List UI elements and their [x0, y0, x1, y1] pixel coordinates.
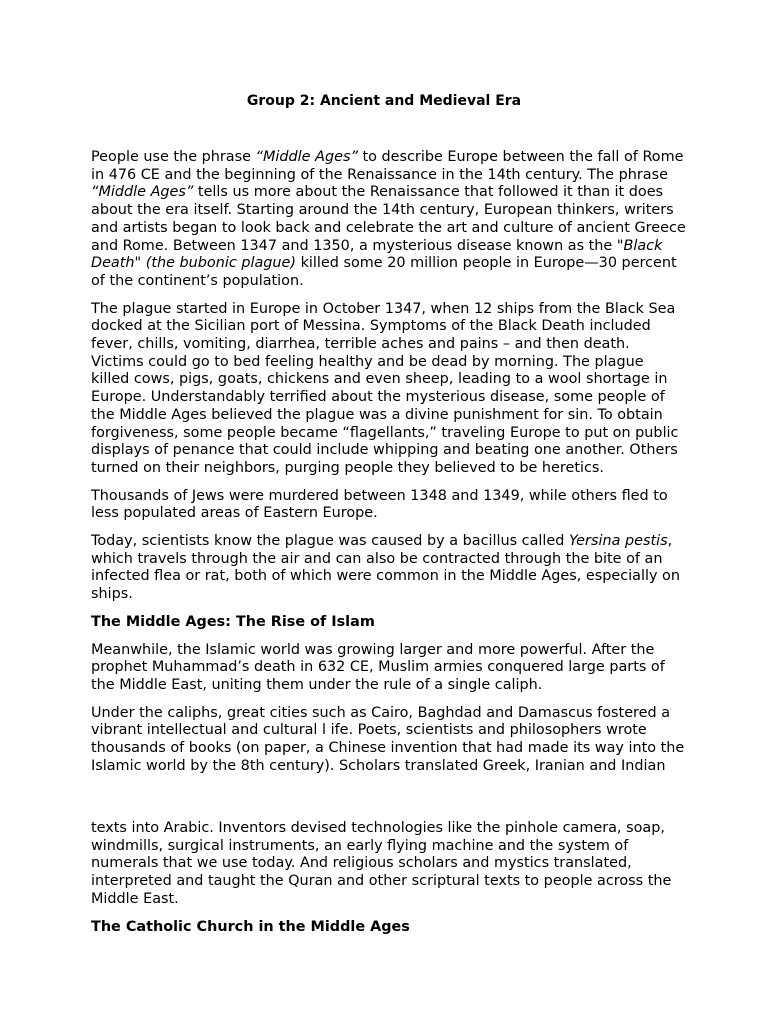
text-run: People use the phrase: [91, 149, 256, 165]
text-run: killed some 20 million people in Europe—30 percent of the continent’s population.: [91, 255, 677, 289]
paragraph-islamic-world: Meanwhile, the Islamic world was growing larger and more powerful. After the prophet Muhammad’s death in 632 CE, Muslim armies conquered large parts of the Middle East, uniting them under the rule of a single caliph.: [91, 641, 665, 693]
italic-run: “Middle Ages”: [91, 184, 194, 201]
body-block-lower: [91, 820, 686, 946]
paragraph-plague: The plague started in Europe in October 1347, when 12 ships from the Black Sea docked at the Sicilian port of Messina. Symptoms of the Black Death included fever, chills, vomiting, diarrhea, terrible aches and pains – and then death. Victims could go to bed feeling healthy and be dead by morning. The plague killed cows, pigs, goats, chickens and even sheep, leading to a wool shortage in Europe. Understandably terrified about the mysterious disease, some people of the Middle Ages believed the plague was a divine punishment for sin. To obtain forgiveness, some people became “flagellants,” traveling Europe to put on public displays of penance that could include whipping and beating one another. Others turned on their neighbors, purging people they believed to be heretics.: [91, 300, 679, 476]
document-title: Group 2: Ancient and Medieval Era: [246, 93, 522, 109]
paragraph-caliphs: Under the caliphs, great cities such as Cairo, Baghdad and Damascus fostered a vibrant intellectual and cultural l ife. Poets, scientists and philosophers wrote thousands of books (on paper, a Chinese invention that had made its way into the Islamic world by the 8th century). Scholars translated Greek, Iranian and Indian: [91, 704, 685, 774]
text-run: ": [134, 255, 146, 272]
heading-catholic-church: The Catholic Church in the Middle Ages: [91, 918, 410, 935]
body-block-upper: [91, 149, 686, 786]
text-run: , which travels through the air and can also be contracted through the bite of an infected flea or rat, both of which were common in the Middle Ages, especially on ships.: [91, 533, 680, 603]
text-run: tells us more about the Renaissance that followed it than it does about the era itself. Starting around the 14th century, European thinkers, writers and artists began to look back and celebrate the art and culture of ancient Greece and Rome. Between 1347 and 1350, a mysterious disease known as the ": [91, 184, 686, 254]
italic-run: Black Death: [91, 237, 663, 272]
text-run: to describe Europe between the fall of Rome in 476 CE and the beginning of the Renaissance in the 14th century. The phrase: [91, 149, 684, 183]
paragraph-middle-ages-intro: [91, 149, 686, 291]
paragraph-jews: Thousands of Jews were murdered between 1348 and 1349, while others fled to less populated areas of Eastern Europe.: [91, 487, 668, 522]
italic-run: (the bubonic plague): [145, 255, 297, 272]
paragraph-arabic-texts: texts into Arabic. Inventors devised technologies like the pinhole camera, soap, windmills, surgical instruments, an early flying machine and the system of numerals that we use today. And religious scholars and mystics translated, interpreted and taught the Quran and other scriptural texts to people across the Middle East.: [91, 820, 672, 907]
heading-rise-of-islam: The Middle Ages: The Rise of Islam: [91, 613, 375, 630]
italic-run: Yersina pestis: [568, 533, 668, 550]
paragraph-yersina: [91, 533, 686, 604]
italic-run: “Middle Ages”: [255, 149, 358, 165]
text-run: Today, scientists know the plague was caused by a bacillus called: [91, 533, 569, 550]
